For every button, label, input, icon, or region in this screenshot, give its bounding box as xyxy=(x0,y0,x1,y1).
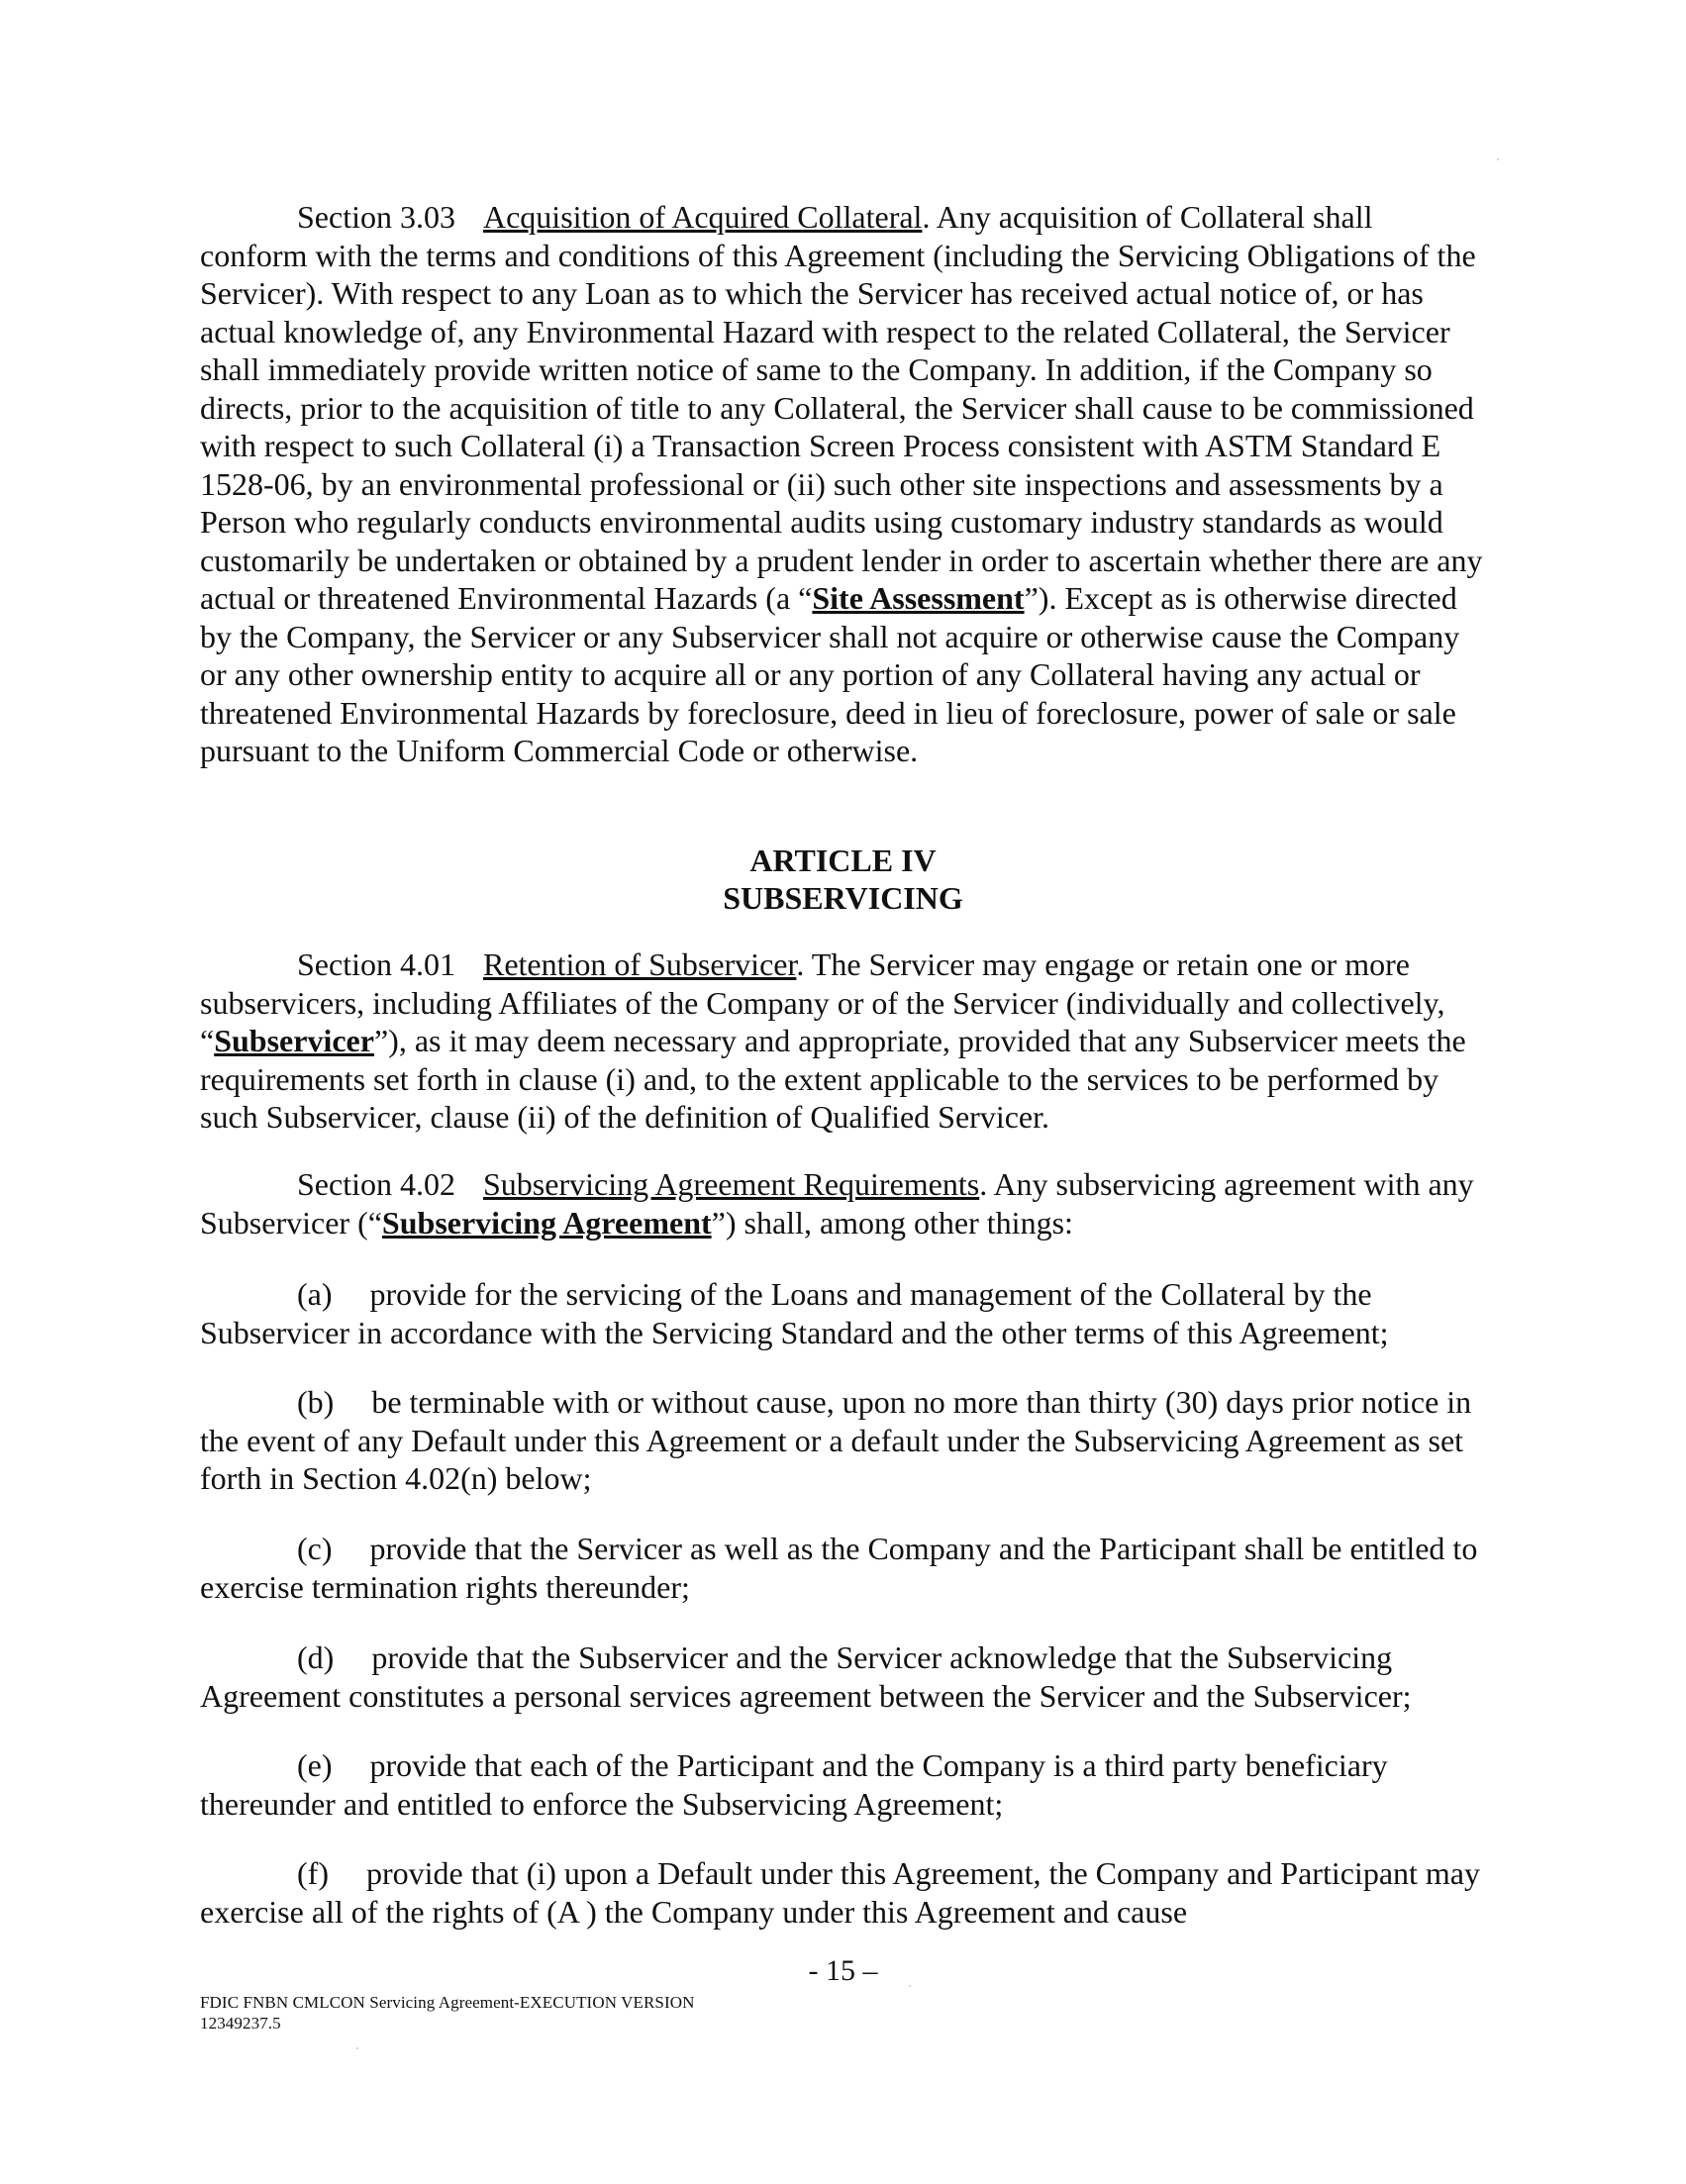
section-3-03-body-end: ”). Except as is otherwise directed by the Company, the Servicer or any Subservicer shall not acquire or otherwise cause the Company or any other ownership entity to acquire all or any portion of any Collateral having any actual or threatened Environmental Hazards by foreclosure, deed in lieu of foreclosure, power of sale or sale pursuant to the Uniform Commercial Code or otherwise. xyxy=(200,580,1460,768)
clause-f xyxy=(200,1854,1487,1931)
section-4-02-body-start: . Any subservicing agreement with any Subservicer (“ xyxy=(200,1166,1474,1241)
clause-d-text: provide that the Subservicer and the Servicer acknowledge that the Subservicing Agreement constitutes a personal services agreement between the Servicer and the Subservicer; xyxy=(200,1639,1412,1714)
scan-artifact xyxy=(356,2047,358,2049)
footer-document-id: 12349237.5 xyxy=(200,2014,281,2033)
article-heading: ARTICLE IV xyxy=(749,843,937,878)
section-3-03-paragraph xyxy=(200,198,1487,770)
clause-c-text: provide that the Servicer as well as the Company and the Participant shall be entitled to exercise termination rights thereunder; xyxy=(200,1531,1478,1605)
clause-c-label: (c) xyxy=(297,1531,333,1566)
section-4-02-body-end: ”) shall, among other things: xyxy=(711,1204,1073,1241)
clause-b-label: (b) xyxy=(297,1384,335,1420)
clause-a-text: provide for the servicing of the Loans and management of the Collateral by the Subservicer in accordance with the Servicing Standard and the other terms of this Agreement; xyxy=(200,1276,1389,1350)
clause-a-label: (a) xyxy=(297,1276,333,1312)
clause-f-label: (f) xyxy=(297,1855,329,1891)
clause-e xyxy=(200,1746,1487,1823)
defined-term-subservicing-agreement: Subservicing Agreement xyxy=(381,1204,712,1241)
clause-d xyxy=(200,1638,1487,1715)
section-4-01-body-start: . The Servicer may engage or retain one or more subservicers, including Affiliates of the Company or of the Servicer (individually and collectively, “ xyxy=(200,946,1445,1058)
section-4-01-title: Retention of Subservicer xyxy=(482,946,797,982)
clause-b-text: be terminable with or without cause, upon no more than thirty (30) days prior notice in the event of any Default under this Agreement or a default under the Subservicing Agreement as set forth in Section 4.02(n) below; xyxy=(200,1384,1472,1496)
clause-a xyxy=(200,1275,1487,1351)
clause-c xyxy=(200,1530,1487,1606)
section-4-02-paragraph xyxy=(200,1165,1487,1241)
defined-term-subservicer: Subservicer xyxy=(214,1023,374,1058)
section-4-02-number: Section 4.02 xyxy=(297,1166,455,1202)
clause-f-text: provide that (i) upon a Default under this Agreement, the Company and Participant may exercise all of the rights of (A ) the Company under this Agreement and cause xyxy=(200,1855,1480,1930)
defined-term-site-assessment: Site Assessment xyxy=(812,580,1025,616)
section-4-01-number: Section 4.01 xyxy=(297,946,455,982)
clause-e-text: provide that each of the Participant and the Company is a third party beneficiary thereunder and entitled to enforce the Subservicing Agreement; xyxy=(200,1747,1388,1822)
scan-artifact xyxy=(909,1985,911,1987)
section-3-03-number: Section 3.03 xyxy=(297,199,455,235)
section-4-02-title: Subservicing Agreement Requirements xyxy=(482,1166,980,1202)
section-3-03-body-start: . Any acquisition of Collateral shall conform with the terms and conditions of this Agreement (including the Servicing Obligations of the Servicer). With respect to any Loan as to which the Servicer has received actual notice of, or has actual knowledge of, any Environmental Hazard with respect to the related Collateral, the Servicer shall immediately provide written notice of same to the Company. In addition, if the Company so directs, prior to the acquisition of title to any Collateral, the Servicer shall cause to be commissioned with respect to such Collateral (i) a Transaction Screen Process consistent with ASTM Standard E 1528-06, by an environmental professional or (ii) such other site inspections and assessments by a Person who regularly conducts environmental audits using customary industry standards as would customarily be undertaken or obtained by a prudent lender in order to ascertain whether there are any actual or threatened Environmental Hazards (a “ xyxy=(200,199,1483,616)
footer-document-name: FDIC FNBN CMLCON Servicing Agreement-EXECUTION VERSION xyxy=(200,1993,695,2012)
section-4-01-paragraph xyxy=(200,945,1487,1137)
section-4-01-body-end: ”), as it may deem necessary and appropriate, provided that any Subservicer meets the requirements set forth in clause (i) and, to the extent applicable to the services to be performed by such Subservicer, clause (ii) of the definition of Qualified Servicer. xyxy=(200,1023,1466,1135)
section-3-03-title: Acquisition of Acquired Collateral xyxy=(482,199,923,235)
page-number: - 15 – xyxy=(808,1954,878,1987)
article-title: SUBSERVICING xyxy=(723,880,963,916)
clause-d-label: (d) xyxy=(297,1639,335,1675)
scan-artifact xyxy=(1497,158,1499,160)
clause-b xyxy=(200,1383,1487,1498)
clause-e-label: (e) xyxy=(297,1747,333,1783)
